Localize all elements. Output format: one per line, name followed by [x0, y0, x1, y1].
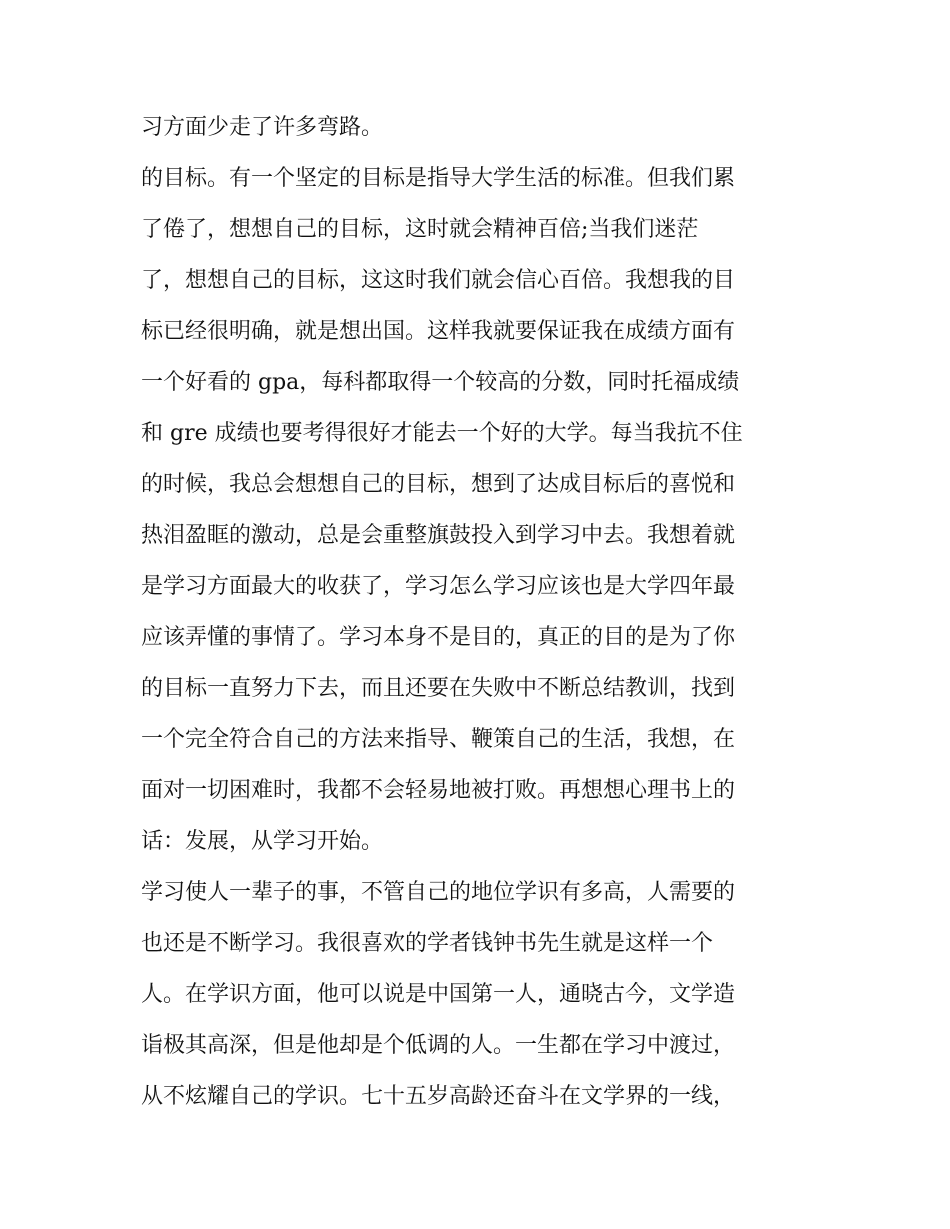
text-line: 一个完全符合自己的方法来指导、鞭策自己的生活，我想，在 — [141, 727, 736, 752]
text-line: 从不炫耀自己的学识。七十五岁高龄还奋斗在文学界的一线， — [141, 1084, 736, 1109]
text-line: 也还是不断学习。我很喜欢的学者钱钟书先生就是这样一个 — [141, 931, 714, 956]
text-line: 是学习方面最大的收获了，学习怎么学习应该也是大学四年最 — [141, 574, 736, 599]
text-line: 了倦了，想想自己的目标，这时就会精神百倍;当我们迷茫 — [141, 217, 699, 242]
text-line: 应该弄懂的事情了。学习本身不是目的，真正的目的是为了你 — [141, 625, 736, 650]
text-line: 诣极其高深，但是他却是个低调的人。一生都在学习中渡过， — [141, 1033, 736, 1058]
text-line: 的时候，我总会想想自己的目标，想到了达成目标后的喜悦和 — [141, 472, 736, 497]
text-line: 一个好看的 gpa，每科都取得一个较高的分数，同时托福成绩 — [141, 370, 740, 395]
text-line: 的目标。有一个坚定的目标是指导大学生活的标准。但我们累 — [141, 166, 736, 191]
document-body — [141, 108, 821, 1128]
text-line: 了，想想自己的目标，这这时我们就会信心百倍。我想我的目 — [141, 268, 736, 293]
text-line: 面对一切困难时，我都不会轻易地被打败。再想想心理书上的 — [141, 778, 736, 803]
text-line: 人。在学识方面，他可以说是中国第一人，通晓古今，文学造 — [141, 982, 736, 1007]
text-line: 热泪盈眶的激动，总是会重整旗鼓投入到学习中去。我想着就 — [141, 523, 736, 548]
text-line: 学习使人一辈子的事，不管自己的地位学识有多高，人需要的 — [141, 880, 736, 905]
text-line: 话：发展，从学习开始。 — [141, 829, 384, 854]
text-line: 和 gre 成绩也要考得很好才能去一个好的大学。每当我抗不住 — [141, 421, 743, 446]
text-line: 标已经很明确，就是想出国。这样我就要保证我在成绩方面有 — [141, 319, 736, 344]
text-line: 习方面少走了许多弯路。 — [141, 115, 384, 140]
text-line: 的目标一直努力下去，而且还要在失败中不断总结教训，找到 — [141, 676, 736, 701]
